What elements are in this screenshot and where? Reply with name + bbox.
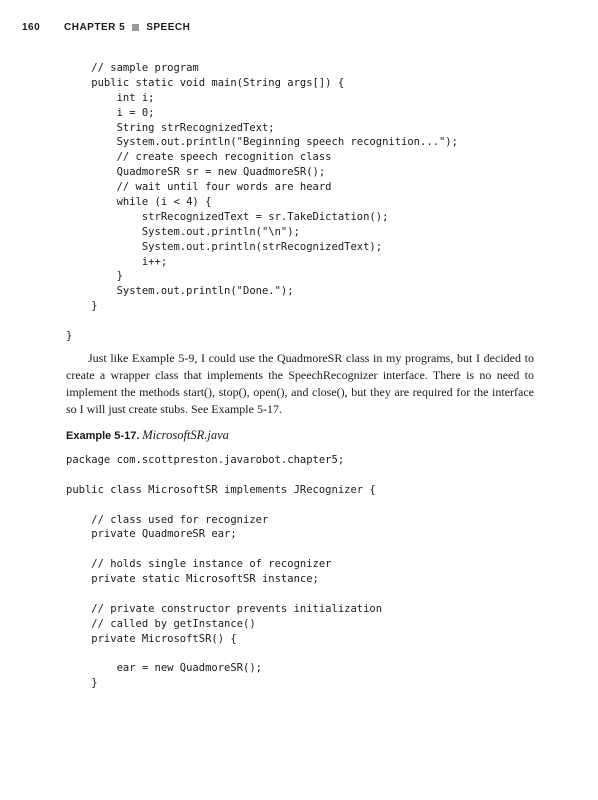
code-listing-microsoftsr — [66, 453, 382, 691]
example-label: Example 5-17. — [66, 430, 140, 442]
chapter-label: CHAPTER 5 — [64, 21, 126, 33]
code-line: public class MicrosoftSR implements JRecognizer { — [66, 483, 376, 496]
code-line — [66, 498, 382, 513]
code-line: ear = new QuadmoreSR(); — [66, 662, 262, 675]
code-line: // class used for recognizer — [66, 513, 269, 526]
code-line: System.out.println(strRecognizedText); — [66, 240, 383, 253]
code-line: int i; — [66, 91, 155, 104]
code-line — [66, 647, 382, 662]
code-line: public static void main(String args[]) { — [66, 76, 345, 89]
code-line: System.out.println("Done."); — [66, 285, 294, 298]
code-line: // private constructor prevents initialization — [66, 602, 383, 615]
running-header — [22, 20, 190, 34]
code-line: while (i < 4) { — [66, 196, 212, 209]
code-listing-main-method — [66, 61, 458, 344]
body-paragraph: Just like Example 5-9, I could use the QuadmoreSR class in my programs, but I decided to create a wrapper class that implements the SpeechRecognizer interface. There is no need to implement the methods start(), stop(), open(), and close(), but they are required for the interface so I will just create stubs. See Example 5-17. — [66, 351, 534, 416]
code-line: // called by getInstance() — [66, 617, 256, 630]
code-line: System.out.println("\n"); — [66, 225, 300, 238]
code-line — [66, 587, 382, 602]
code-line: i++; — [66, 255, 168, 268]
code-line — [66, 542, 382, 557]
code-line: package com.scottpreston.javarobot.chapter5; — [66, 454, 345, 466]
code-line: // create speech recognition class — [66, 151, 332, 164]
code-line: private MicrosoftSR() { — [66, 632, 237, 645]
code-line: private QuadmoreSR ear; — [66, 528, 237, 541]
square-separator-icon — [132, 24, 139, 31]
code-line — [66, 468, 382, 483]
section-label: SPEECH — [146, 21, 191, 33]
code-line: strRecognizedText = sr.TakeDictation(); — [66, 210, 389, 223]
code-line: String strRecognizedText; — [66, 121, 275, 134]
code-line: QuadmoreSR sr = new QuadmoreSR(); — [66, 166, 326, 179]
code-line: System.out.println("Beginning speech recognition..."); — [66, 136, 458, 149]
code-line: private static MicrosoftSR instance; — [66, 573, 319, 586]
code-line: // sample program — [66, 62, 199, 74]
code-line: // holds single instance of recognizer — [66, 558, 332, 571]
example-caption — [66, 428, 229, 443]
code-line: i = 0; — [66, 106, 155, 119]
code-line: } — [66, 330, 73, 343]
example-filename: MicrosoftSR.java — [142, 428, 229, 442]
code-line — [66, 314, 458, 329]
code-line: } — [66, 677, 98, 690]
code-line: } — [66, 300, 98, 313]
page-number: 160 — [22, 21, 41, 33]
code-line: } — [66, 270, 123, 283]
code-line: // wait until four words are heard — [66, 181, 332, 194]
